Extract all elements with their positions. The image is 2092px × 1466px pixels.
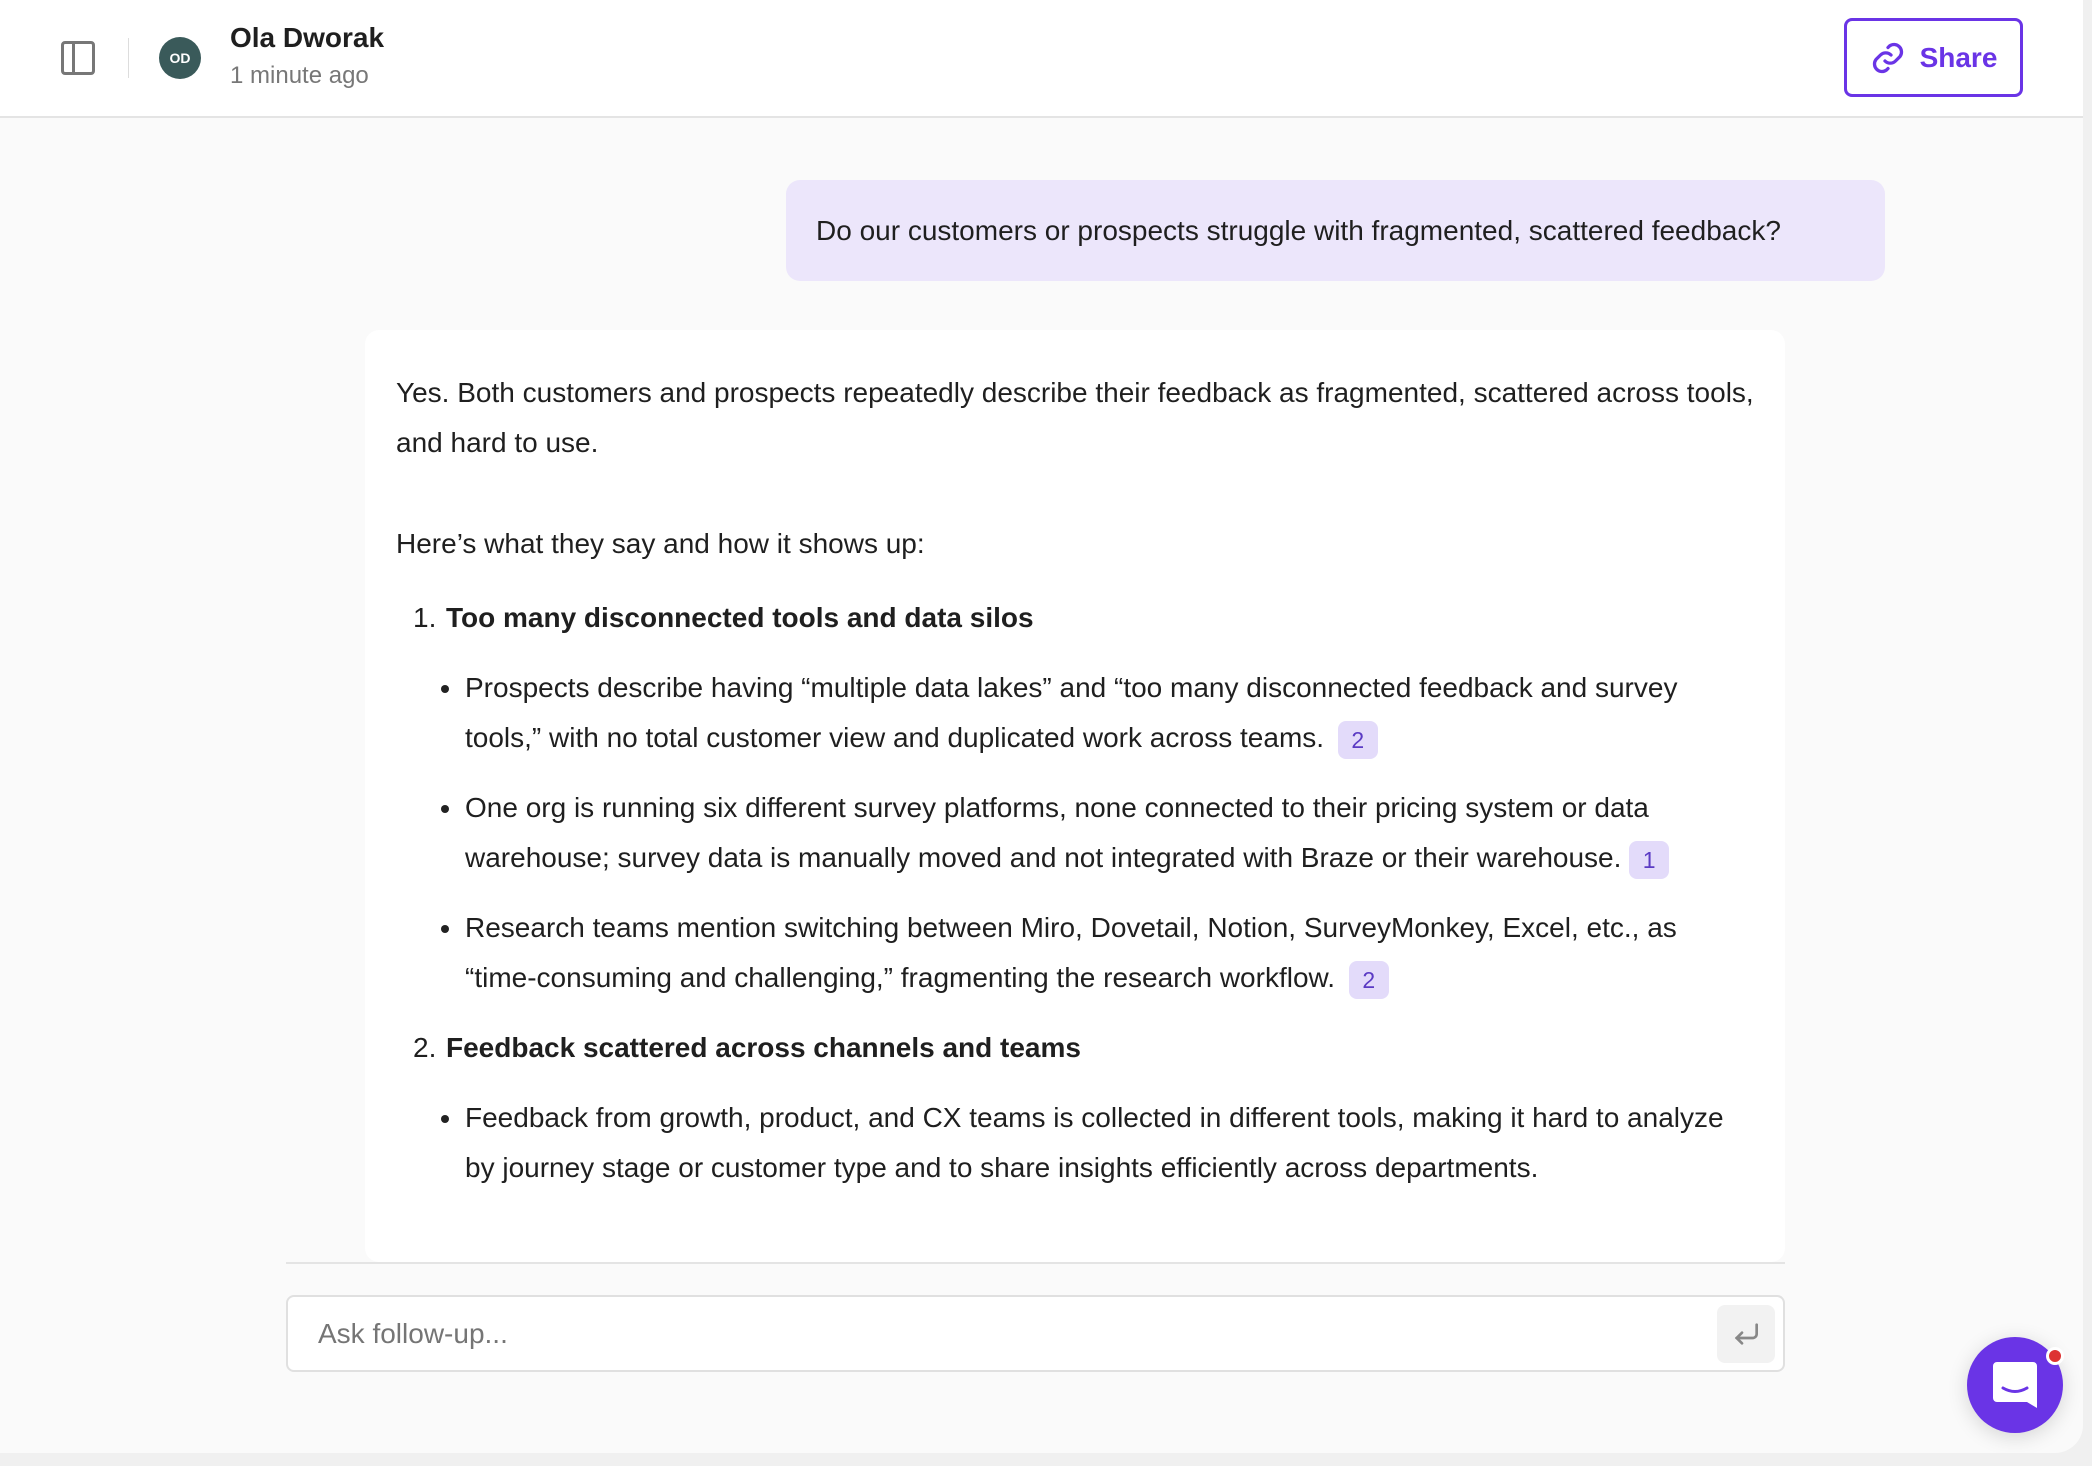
follow-up-input[interactable] [318,1318,1668,1350]
notification-dot [2046,1347,2064,1365]
list-item [441,663,1755,763]
answer-lead: Here’s what they say and how it shows up: [396,528,925,559]
bullet-text: One org is running six different survey platforms, none connected to their pricing system or data warehouse; survey data is manually moved and not integrated with Braze or their warehouse. [465,792,1649,873]
divider [128,38,129,78]
sidebar-toggle-icon[interactable] [61,41,95,75]
enter-icon [1730,1318,1762,1350]
answer-intro: Yes. Both customers and prospects repeatedly describe their feedback as fragmented, scattered across tools, and hard to use. [396,377,1754,458]
divider [286,1262,1785,1264]
bullet-list [441,663,1755,1003]
link-icon [1870,40,1906,76]
send-button[interactable] [1717,1305,1775,1363]
citation-badge[interactable]: 2 [1349,961,1389,999]
citation-badge[interactable]: 1 [1629,841,1669,879]
share-button[interactable] [1844,18,2023,97]
user-name: Ola Dworak [230,22,385,53]
section-heading [413,1023,1755,1073]
follow-up-input-box[interactable] [286,1295,1785,1372]
list-item [441,903,1755,1003]
list-item [441,783,1755,883]
chat-icon [1993,1362,2037,1408]
share-label: Share [1919,41,1998,73]
section-title: Too many disconnected tools and data silos [446,602,1034,633]
bullet-text: Research teams mention switching between Miro, Dovetail, Notion, SurveyMonkey, Excel, etc., as “time-consuming and challenging,” fragmenting the research workflow. [465,912,1677,993]
bullet-list [441,1093,1755,1193]
user-question: Do our customers or prospects struggle with fragmented, scattered feedback? [786,180,1885,281]
answer-card [365,330,1785,1262]
citation-badge[interactable]: 2 [1338,721,1378,759]
list-item [441,1093,1755,1193]
header [0,0,2083,118]
avatar: OD [159,37,201,79]
section-number: 2. [413,1032,437,1063]
timestamp: 1 minute ago [230,62,369,89]
section-heading [413,593,1755,643]
bullet-text: Prospects describe having “multiple data lakes” and “too many disconnected feedback and survey tools,” with no total customer view and duplicated work across teams. [465,672,1678,753]
section-title: Feedback scattered across channels and teams [446,1032,1081,1063]
section-number: 1. [413,602,437,633]
bullet-text: Feedback from growth, product, and CX teams is collected in different tools, making it hard to analyze by journey stage or customer type and to share insights efficiently across departments. [465,1102,1724,1183]
